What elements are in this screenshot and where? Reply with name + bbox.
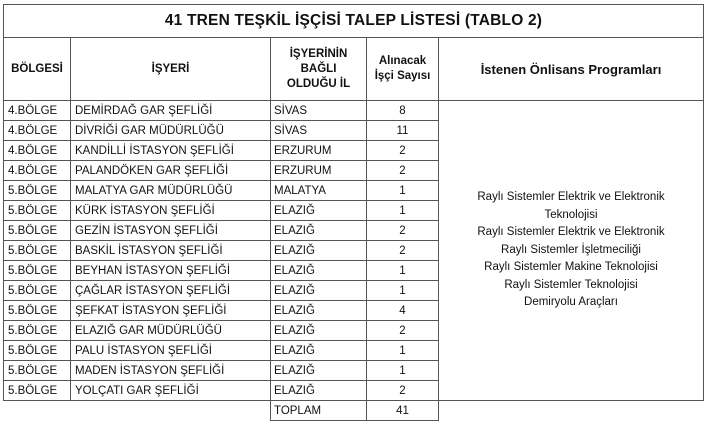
- cell-sayi: 2: [367, 321, 439, 341]
- cell-il: ELAZIĞ: [271, 261, 367, 281]
- cell-bolge: 5.BÖLGE: [4, 381, 71, 401]
- table-title: 41 TREN TEŞKİL İŞÇİSİ TALEP LİSTESİ (TABLO 2): [4, 5, 704, 38]
- cell-il: ELAZIĞ: [271, 301, 367, 321]
- cell-il: ELAZIĞ: [271, 221, 367, 241]
- cell-isyeri: PALANDÖKEN GAR ŞEFLİĞİ: [71, 161, 271, 181]
- header-programlar: İstenen Önlisans Programları: [439, 38, 704, 101]
- cell-sayi: 2: [367, 381, 439, 401]
- program-line: Raylı Sistemler Teknolojisi: [504, 278, 638, 291]
- cell-il: ERZURUM: [271, 161, 367, 181]
- cell-il: ELAZIĞ: [271, 321, 367, 341]
- cell-bolge: 4.BÖLGE: [4, 101, 71, 121]
- cell-bolge: 5.BÖLGE: [4, 181, 71, 201]
- cell-sayi: 1: [367, 361, 439, 381]
- cell-bolge: 5.BÖLGE: [4, 301, 71, 321]
- program-line: Raylı Sistemler Elektrik ve Elektronik: [477, 190, 665, 203]
- header-il-line: BAĞLI: [300, 62, 337, 75]
- cell-bolge: 5.BÖLGE: [4, 201, 71, 221]
- cell-bolge: 5.BÖLGE: [4, 241, 71, 261]
- cell-il: ELAZIĞ: [271, 381, 367, 401]
- header-row: [4, 38, 704, 101]
- cell-isyeri: MALATYA GAR MÜDÜRLÜĞÜ: [71, 181, 271, 201]
- cell-il: ERZURUM: [271, 141, 367, 161]
- cell-sayi: 2: [367, 161, 439, 181]
- header-sayi: [367, 38, 439, 101]
- cell-isyeri: KÜRK İSTASYON ŞEFLİĞİ: [71, 201, 271, 221]
- header-il-line: OLDUĞU İL: [286, 77, 351, 90]
- program-line: Raylı Sistemler İşletmeciliği: [501, 243, 641, 256]
- program-line: Raylı Sistemler Elektrik ve Elektronik: [477, 226, 665, 239]
- cell-bolge: 4.BÖLGE: [4, 141, 71, 161]
- talep-table: [3, 4, 704, 421]
- cell-bolge: 5.BÖLGE: [4, 221, 71, 241]
- cell-sayi: 1: [367, 341, 439, 361]
- cell-sayi: 11: [367, 121, 439, 141]
- cell-sayi: 2: [367, 241, 439, 261]
- cell-isyeri: MADEN İSTASYON ŞEFLİĞİ: [71, 361, 271, 381]
- total-spacer: [439, 401, 704, 421]
- cell-bolge: 5.BÖLGE: [4, 321, 71, 341]
- cell-il: MALATYA: [271, 181, 367, 201]
- cell-il: ELAZIĞ: [271, 241, 367, 261]
- program-line: Teknolojisi: [544, 208, 598, 221]
- cell-bolge: 4.BÖLGE: [4, 161, 71, 181]
- total-label: TOPLAM: [271, 401, 367, 421]
- total-row: [4, 401, 704, 421]
- cell-sayi: 1: [367, 181, 439, 201]
- cell-isyeri: DEMİRDAĞ GAR ŞEFLİĞİ: [71, 101, 271, 121]
- cell-sayi: 4: [367, 301, 439, 321]
- program-line: Raylı Sistemler Makine Teknolojisi: [484, 261, 658, 274]
- cell-bolge: 5.BÖLGE: [4, 361, 71, 381]
- cell-il: ELAZIĞ: [271, 201, 367, 221]
- cell-sayi: 2: [367, 141, 439, 161]
- cell-bolge: 4.BÖLGE: [4, 121, 71, 141]
- cell-isyeri: GEZİN İSTASYON ŞEFLİĞİ: [71, 221, 271, 241]
- table-row: [4, 101, 704, 121]
- header-il: [271, 38, 367, 101]
- cell-isyeri: BEYHAN İSTASYON ŞEFLİĞİ: [71, 261, 271, 281]
- cell-isyeri: YOLÇATI GAR ŞEFLİĞİ: [71, 381, 271, 401]
- header-sayi-line: İşçi Sayısı: [374, 70, 431, 82]
- header-isyeri: İŞYERİ: [71, 38, 271, 101]
- programs-cell: [439, 101, 704, 401]
- cell-isyeri: DİVRİĞİ GAR MÜDÜRLÜĞÜ: [71, 121, 271, 141]
- cell-isyeri: KANDİLLİ İSTASYON ŞEFLİĞİ: [71, 141, 271, 161]
- cell-il: ELAZIĞ: [271, 281, 367, 301]
- total-value: 41: [367, 401, 439, 421]
- cell-sayi: 1: [367, 201, 439, 221]
- table-body: [4, 5, 704, 421]
- cell-il: ELAZIĞ: [271, 341, 367, 361]
- cell-isyeri: ŞEFKAT İSTASYON ŞEFLİĞİ: [71, 301, 271, 321]
- cell-sayi: 2: [367, 221, 439, 241]
- cell-sayi: 1: [367, 281, 439, 301]
- header-sayi-line: Alınacak: [378, 55, 427, 67]
- cell-bolge: 5.BÖLGE: [4, 261, 71, 281]
- cell-isyeri: ÇAĞLAR İSTASYON ŞEFLİĞİ: [71, 281, 271, 301]
- cell-isyeri: ELAZIĞ GAR MÜDÜRLÜĞÜ: [71, 321, 271, 341]
- cell-isyeri: PALU İSTASYON ŞEFLİĞİ: [71, 341, 271, 361]
- cell-sayi: 8: [367, 101, 439, 121]
- cell-il: ELAZIĞ: [271, 361, 367, 381]
- cell-isyeri: BASKİL İSTASYON ŞEFLİĞİ: [71, 241, 271, 261]
- cell-bolge: 5.BÖLGE: [4, 281, 71, 301]
- header-il-line: İŞYERİNİN: [289, 47, 348, 60]
- header-bolge: BÖLGESİ: [4, 38, 71, 101]
- cell-sayi: 1: [367, 261, 439, 281]
- total-spacer: [4, 401, 271, 421]
- program-line: Demiryolu Araçları: [524, 296, 618, 309]
- cell-bolge: 5.BÖLGE: [4, 341, 71, 361]
- cell-il: SİVAS: [271, 101, 367, 121]
- cell-il: SİVAS: [271, 121, 367, 141]
